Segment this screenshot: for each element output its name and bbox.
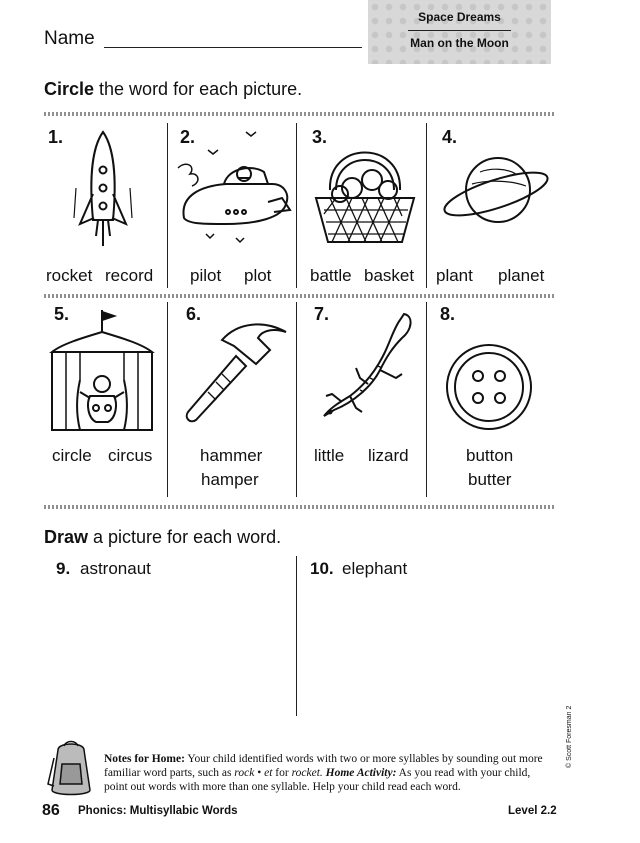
item-number: 7. — [314, 304, 330, 324]
dotted-divider — [44, 112, 554, 116]
word-choice[interactable]: record — [105, 266, 154, 285]
word-choice[interactable]: little — [314, 446, 345, 465]
button-icon — [444, 342, 534, 432]
item-number: 3. — [312, 127, 328, 147]
item-number: 5. — [54, 304, 70, 324]
word-choice[interactable]: button — [466, 446, 514, 465]
name-label: Name — [44, 28, 95, 49]
column-divider — [296, 123, 297, 288]
item-number: 9. — [56, 559, 71, 578]
word-choice[interactable]: hammer — [200, 446, 263, 465]
draw-word: elephant — [342, 559, 408, 578]
word-choice[interactable]: plot — [244, 266, 272, 285]
column-divider — [426, 302, 427, 497]
word-choice[interactable]: plant — [436, 266, 473, 285]
story-title: Man on the Moon — [410, 36, 509, 50]
dotted-divider — [44, 294, 554, 298]
column-divider — [426, 123, 427, 288]
column-divider — [296, 556, 297, 716]
story-tag — [368, 0, 551, 64]
word-choice[interactable]: basket — [364, 266, 415, 285]
word-choice[interactable]: planet — [498, 266, 545, 285]
instruction-verb: Circle — [44, 79, 95, 99]
item-number: 1. — [48, 127, 64, 147]
item-number: 10. — [310, 559, 334, 578]
footer-title: Phonics: Multisyllabic Words — [78, 805, 238, 817]
notes-text: for — [272, 767, 292, 779]
pilot-plane-icon — [176, 126, 292, 250]
footer-level: Level 2.2 — [508, 805, 557, 817]
name-field[interactable] — [104, 47, 362, 48]
word-choice[interactable]: circus — [108, 446, 153, 465]
dotted-divider — [44, 505, 554, 509]
draw-word: astronaut — [80, 559, 151, 578]
word-choice[interactable]: hamper — [201, 470, 259, 489]
draw-instruction — [44, 527, 281, 548]
word-choice[interactable]: butter — [468, 470, 512, 489]
notes-example: rock — [234, 767, 255, 779]
circus-tent-icon — [46, 308, 158, 438]
instruction-verb: Draw — [44, 527, 89, 547]
tag-divider — [408, 30, 511, 31]
word-choice[interactable]: battle — [310, 266, 352, 285]
word-choice[interactable]: rocket — [46, 266, 93, 285]
notes-bullet: • — [254, 767, 265, 779]
instruction-text: a picture for each word. — [88, 527, 282, 547]
basket-icon — [310, 130, 420, 250]
notes-example: rocket. — [291, 767, 323, 779]
notes-example: et — [264, 767, 273, 779]
notes-for-home — [104, 752, 544, 794]
hammer-icon — [178, 316, 294, 428]
page-number: 86 — [42, 802, 60, 819]
home-activity-label: Home Activity: — [322, 767, 397, 779]
unit-title: Space Dreams — [418, 10, 501, 24]
column-divider — [296, 302, 297, 497]
item-number: 8. — [440, 304, 456, 324]
word-choice[interactable]: circle — [52, 446, 92, 465]
column-divider — [167, 302, 168, 497]
instruction-text: the word for each picture. — [94, 79, 303, 99]
copyright: © Scott Foresman 2 — [566, 705, 573, 768]
rocket-icon — [66, 128, 140, 250]
column-divider — [167, 123, 168, 288]
word-choice[interactable]: lizard — [368, 446, 409, 465]
item-number: 4. — [442, 127, 458, 147]
backpack-icon — [44, 740, 98, 798]
lizard-icon — [310, 308, 422, 424]
notes-text: As you read with your child, point out words with more than one syllable. Help your child read each word. — [104, 767, 531, 793]
planet-icon — [440, 150, 552, 234]
notes-text: Your child identified words with two or more syllables by sounding out more familiar word parts, such as — [104, 753, 543, 779]
item-number: 2. — [180, 127, 196, 147]
word-choice[interactable]: pilot — [190, 266, 222, 285]
circle-instruction — [44, 79, 302, 100]
item-number: 6. — [186, 304, 202, 324]
notes-label: Notes for Home: — [104, 753, 185, 765]
